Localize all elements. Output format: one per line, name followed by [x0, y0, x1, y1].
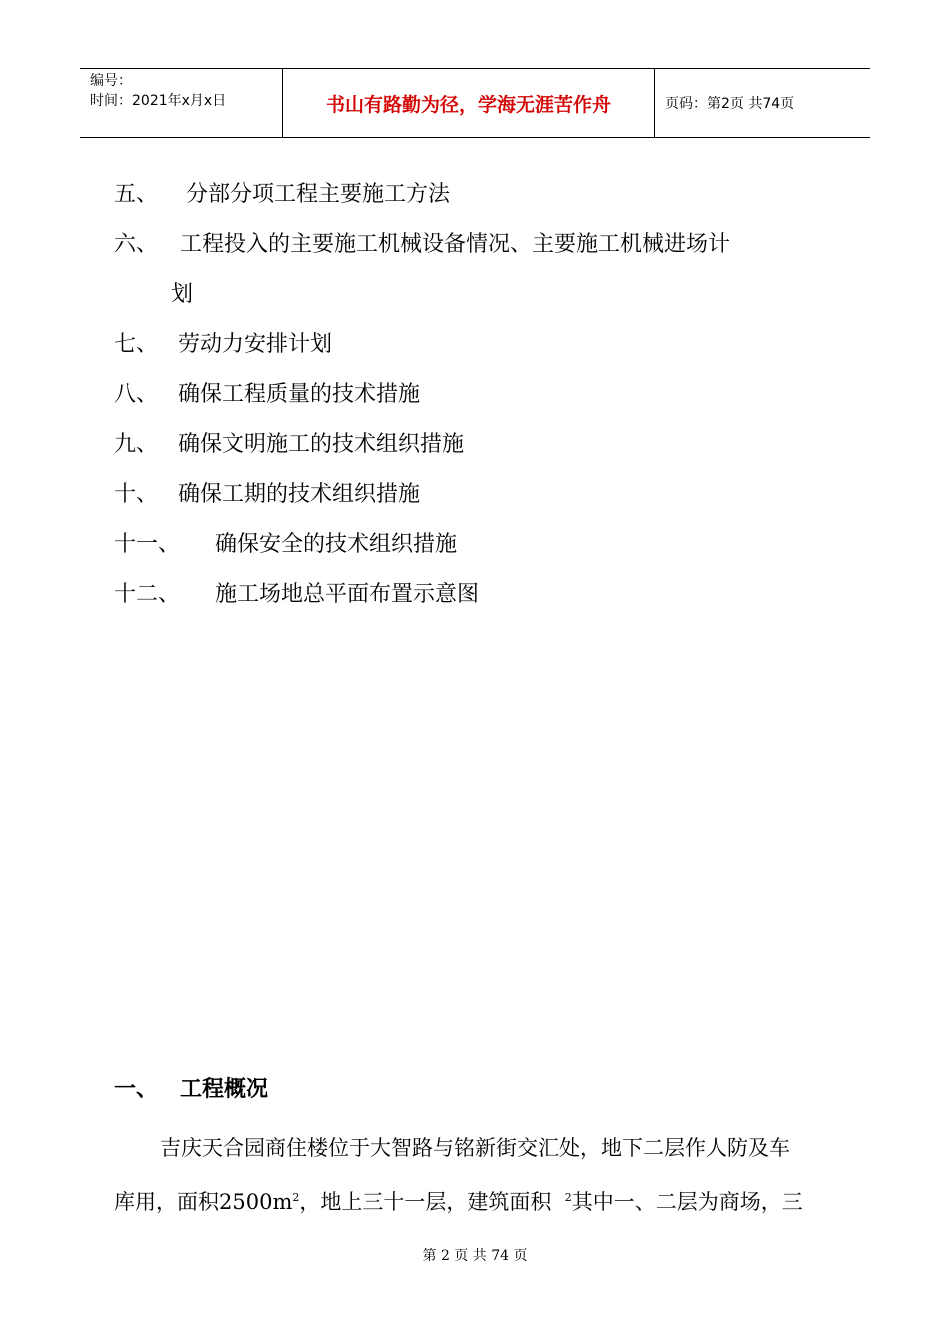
toc-item — [114, 420, 874, 470]
toc-text: 确保安全的技术组织措施 — [215, 532, 458, 557]
header-table — [80, 68, 870, 138]
header-page-info: 页码：第2页 共74页 — [665, 96, 795, 112]
toc-number: 八、 — [114, 382, 159, 407]
toc-number: 七、 — [114, 332, 159, 357]
toc-item — [114, 470, 874, 520]
section-number: 一、 — [114, 1077, 159, 1102]
number-label: 编号： — [90, 73, 132, 89]
page-footer: 第 2 页 共 74 页 — [422, 1248, 528, 1264]
paragraph-line — [114, 1172, 844, 1228]
toc-item — [114, 170, 874, 220]
superscript: 2 — [564, 1191, 572, 1204]
toc-number: 十、 — [114, 482, 159, 507]
toc-text: 工程投入的主要施工机械设备情况、主要施工机械进场计 — [180, 232, 731, 257]
superscript: 2 — [292, 1191, 300, 1204]
text-run: 库用，面积2500m — [114, 1190, 293, 1214]
toc-number: 六、 — [114, 232, 159, 257]
toc-text: 确保工程质量的技术措施 — [178, 382, 421, 407]
text-run: ，地上三十一层，建筑面积 — [299, 1190, 552, 1214]
header-motto: 书山有路勤为径，学海无涯苦作舟 — [282, 69, 655, 137]
section-heading — [114, 1070, 844, 1110]
table-of-contents — [114, 170, 874, 620]
time-label: 时间：2021年x月x日 — [90, 93, 227, 109]
toc-item — [114, 570, 874, 620]
toc-text: 确保工期的技术组织措施 — [178, 482, 421, 507]
text-run: 其中一、二层为商场，三 — [571, 1190, 803, 1214]
toc-text: 确保文明施工的技术组织措施 — [178, 432, 465, 457]
paragraph-line: 吉庆天合园商住楼位于大智路与铭新街交汇处，地下二层作人防及车 — [160, 1136, 790, 1160]
toc-number: 九、 — [114, 432, 159, 457]
toc-item — [114, 320, 874, 370]
toc-text: 分部分项工程主要施工方法 — [186, 182, 451, 207]
toc-number: 十二、 — [114, 582, 181, 607]
toc-continuation: 划 — [171, 282, 194, 307]
toc-number: 十一、 — [114, 532, 181, 557]
toc-item — [114, 220, 874, 270]
toc-item — [114, 520, 874, 570]
section-overview — [114, 1070, 844, 1228]
toc-item — [114, 370, 874, 420]
toc-number: 五、 — [114, 182, 159, 207]
toc-text: 劳动力安排计划 — [178, 332, 333, 357]
toc-text: 施工场地总平面布置示意图 — [215, 582, 480, 607]
header-meta — [80, 69, 282, 137]
section-title: 工程概况 — [180, 1077, 269, 1102]
